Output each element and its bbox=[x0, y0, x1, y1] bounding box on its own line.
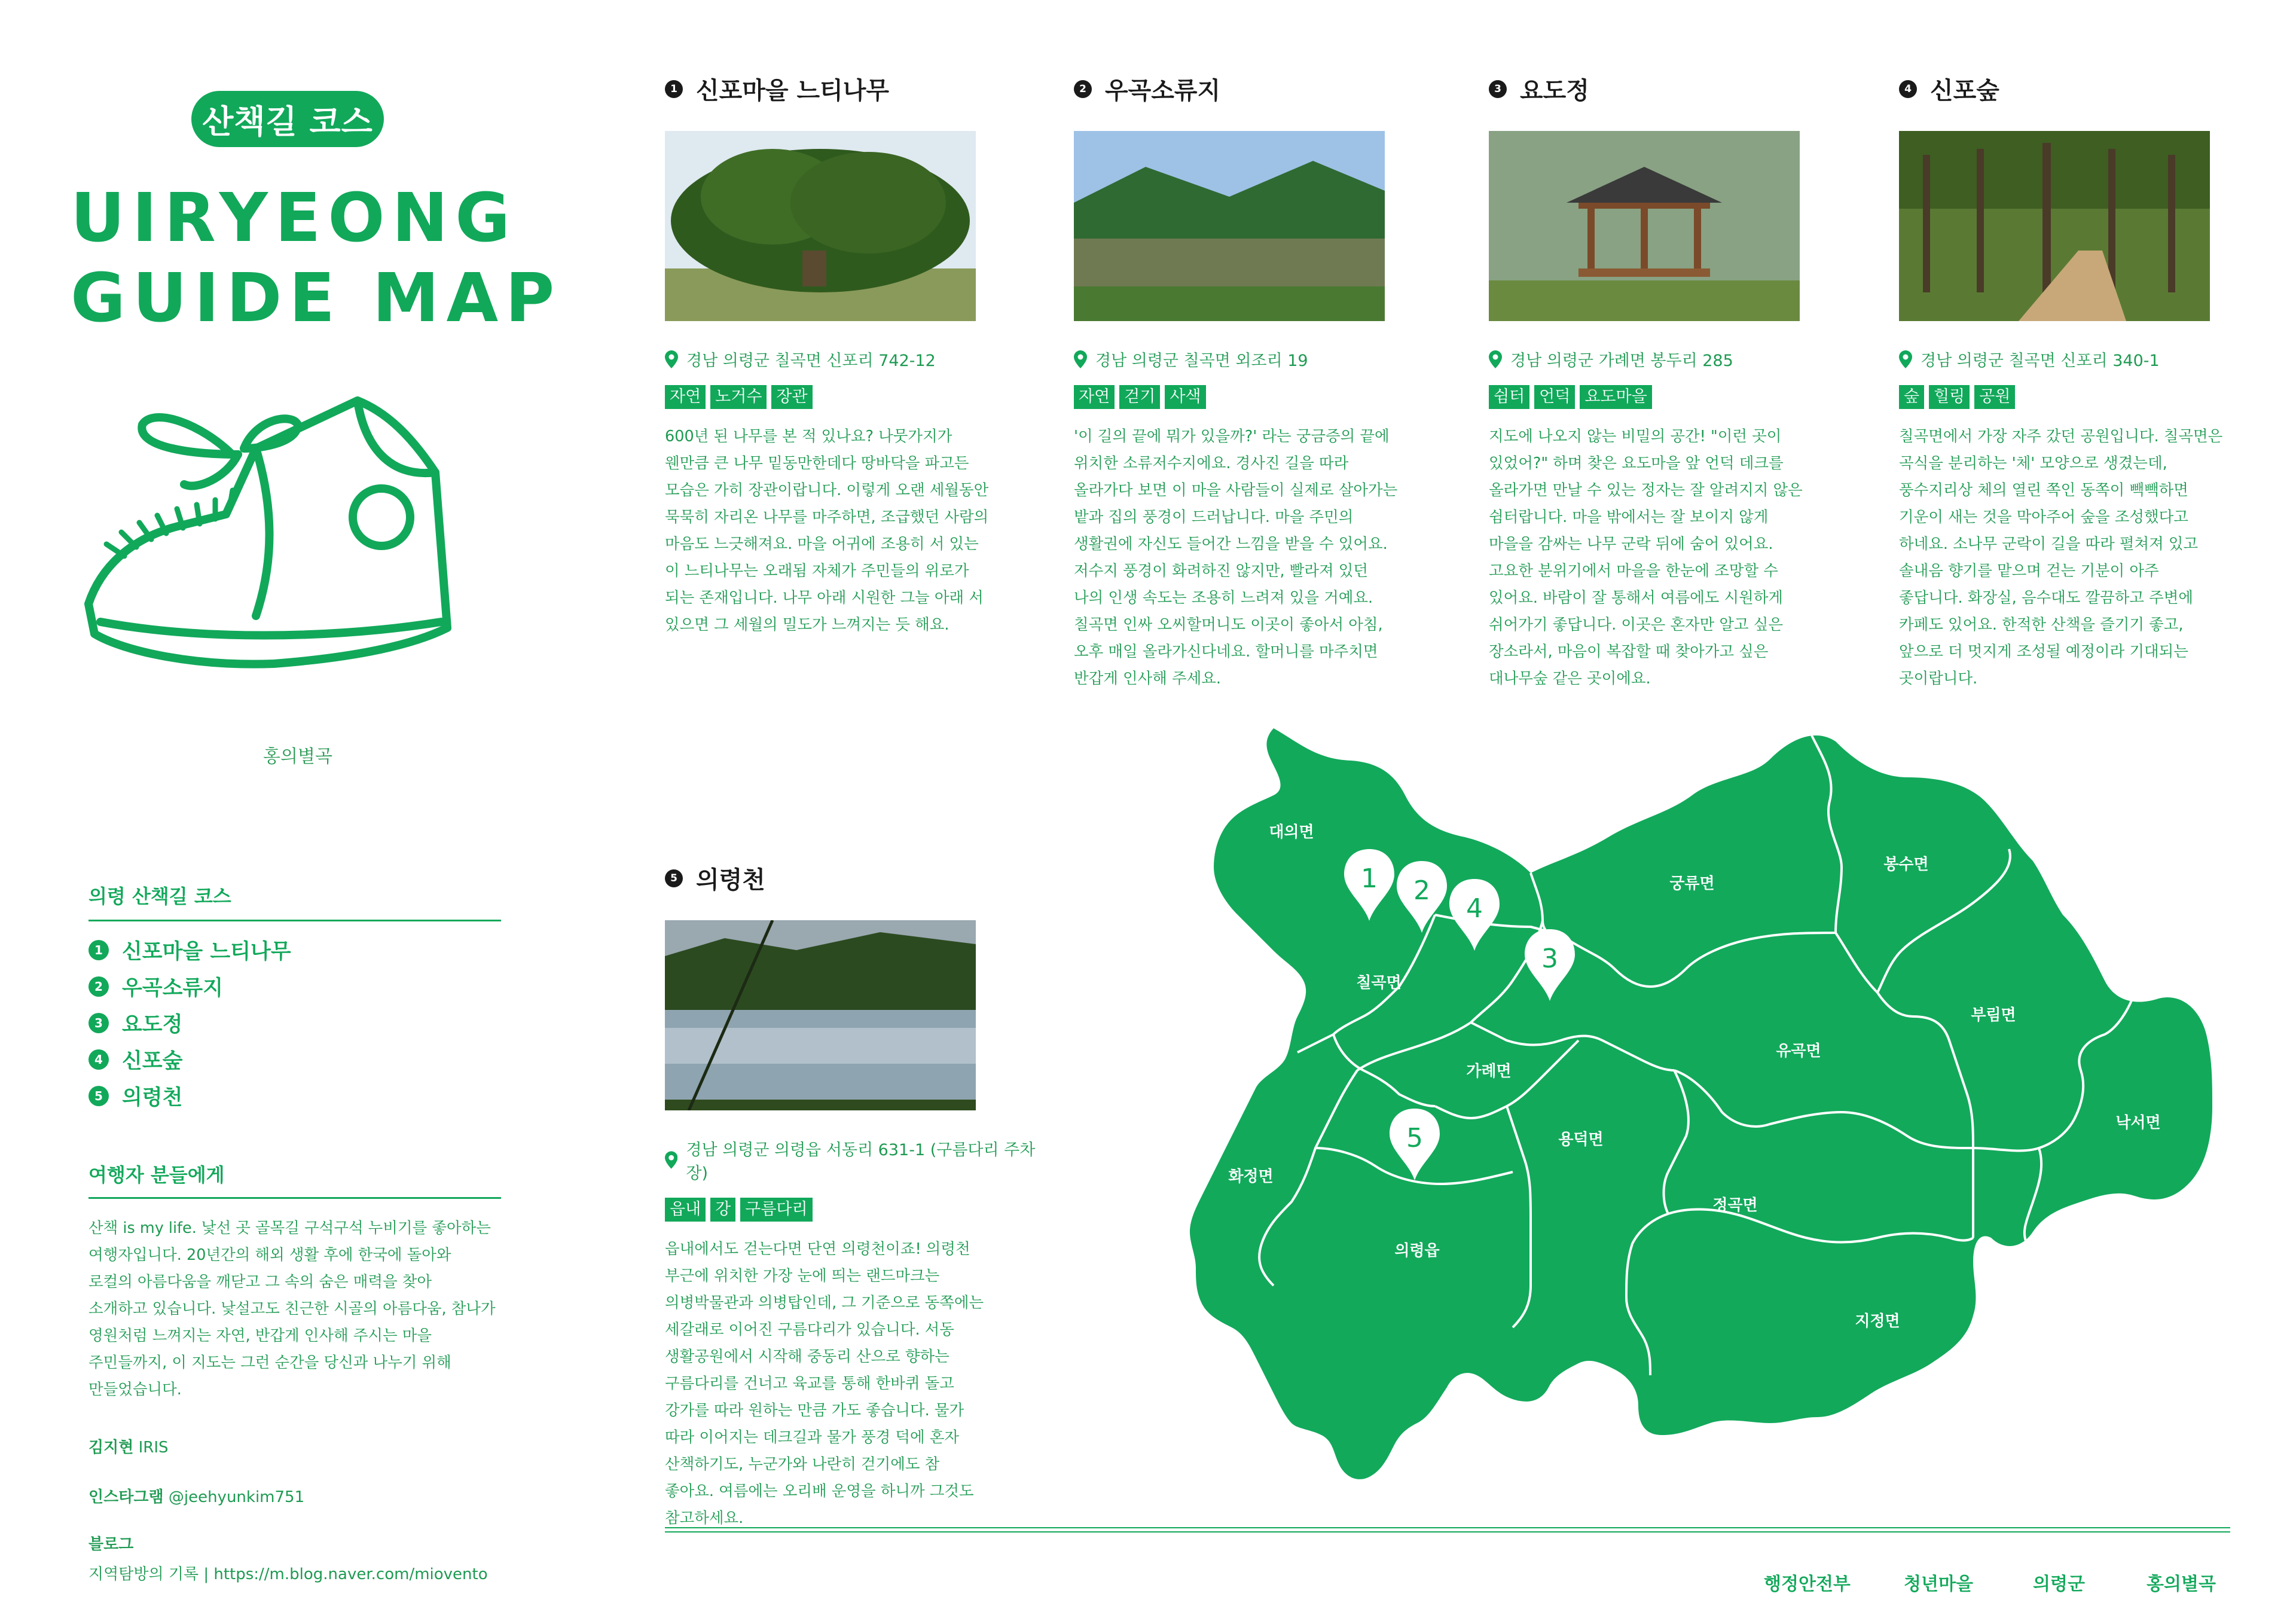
text-line: 있으면 그 세월의 밀도가 느껴지는 듯 해요. bbox=[665, 616, 949, 634]
text-line: 강가를 따라 원하는 만큼 가도 좋습니다. 물가 bbox=[665, 1402, 964, 1420]
spot-photo-forest bbox=[1899, 131, 2210, 321]
number-badge: 5 bbox=[88, 1086, 109, 1106]
region-map bbox=[1124, 712, 2236, 1513]
number-badge: 3 bbox=[88, 1013, 109, 1033]
text-line: 좋아요. 여름에는 오리배 운영을 하니까 그것도 bbox=[665, 1482, 974, 1500]
text-line: 대나무숲 같은 곳이에요. bbox=[1489, 670, 1651, 688]
text-line: 기운이 새는 것을 막아주어 숲을 조성했다고 bbox=[1899, 508, 2188, 526]
spot-card-1 bbox=[665, 72, 1000, 639]
text-line: 영원처럼 느껴지는 자연, 반갑게 인사해 주시는 마을 bbox=[88, 1327, 432, 1345]
text-line: 하네요. 소나무 군락이 길을 따라 펼쳐져 있고 bbox=[1899, 535, 2199, 553]
spot-title bbox=[665, 72, 1000, 106]
number-badge: 1 bbox=[665, 80, 683, 98]
address-text: 경남 의령군 칠곡면 신포리 340-1 bbox=[1921, 352, 2160, 370]
text-line: 묵묵히 자리온 나무를 마주하면, 조급했던 사람의 bbox=[665, 508, 989, 526]
region-label: 봉수면 bbox=[1883, 856, 1929, 874]
text-line: 솔내음 향기를 맡으며 걷는 기분이 아주 bbox=[1899, 562, 2159, 580]
text-line: 위치한 소류저수지에요. 경사진 길을 따라 bbox=[1074, 454, 1349, 472]
traveler-intro bbox=[88, 1215, 519, 1403]
number-badge: 2 bbox=[88, 976, 109, 997]
text-line: 저수지 풍경이 화려하진 않지만, 빨라져 있던 bbox=[1074, 562, 1369, 580]
region-label: 가례면 bbox=[1466, 1063, 1512, 1080]
text-line: 카페도 있어요. 한적한 산책을 즐기기 좋고, bbox=[1899, 616, 2184, 634]
list-item[interactable] bbox=[88, 1077, 291, 1114]
spot-address bbox=[1489, 347, 1848, 371]
instagram-handle[interactable]: @jeehyunkim751 bbox=[168, 1488, 305, 1506]
sponsor-youth-village: 청년마을 bbox=[1904, 1574, 1973, 1595]
marker-number: 1 bbox=[1361, 863, 1378, 894]
spot-card-3 bbox=[1489, 72, 1848, 692]
region-label: 정곡면 bbox=[1712, 1196, 1758, 1214]
text-line: 좋답니다. 화장실, 음수대도 깔끔하고 주변에 bbox=[1899, 589, 2194, 607]
text-line: 밭과 집의 풍경이 드러납니다. 마을 주민의 bbox=[1074, 508, 1354, 526]
course-item-label: 요도정 bbox=[122, 1012, 183, 1037]
text-line: 반갑게 인사해 주세요. bbox=[1074, 670, 1222, 688]
spot-card-2 bbox=[1074, 72, 1433, 692]
text-line: 세갈래로 이어진 구름다리가 있습니다. 서동 bbox=[665, 1321, 954, 1339]
tag: 읍내 bbox=[665, 1198, 706, 1222]
text-line: 구름다리를 건너고 육교를 통해 한바퀴 돌고 bbox=[665, 1375, 954, 1393]
list-item[interactable] bbox=[88, 1041, 291, 1077]
text-line: 오후 매일 올라가신다네요. 할머니를 마주치면 bbox=[1074, 643, 1378, 661]
author-name: 김지현 bbox=[88, 1439, 134, 1457]
text-line: 이 느티나무는 오래됨 자체가 주민들의 위로가 bbox=[665, 562, 969, 580]
tag: 노거수 bbox=[710, 385, 767, 409]
marker-number: 5 bbox=[1406, 1123, 1423, 1153]
author-line bbox=[88, 1435, 169, 1457]
text-line: 지도에 나오지 않는 비밀의 공간! "이런 곳이 bbox=[1489, 428, 1782, 445]
spot-tags bbox=[665, 1198, 1048, 1222]
text-line: 칠곡면에서 가장 자주 갔던 공원입니다. 칠곡면은 bbox=[1899, 428, 2223, 445]
instagram-label: 인스타그램 bbox=[88, 1488, 164, 1506]
text-line: 로컬의 아름다움을 깨닫고 그 속의 숨은 매력을 찾아 bbox=[88, 1273, 432, 1291]
region-label: 화정면 bbox=[1228, 1168, 1274, 1186]
text-line: 여행자입니다. 20년간의 해외 생활 후에 한국에 돌아와 bbox=[88, 1246, 451, 1264]
text-line: '이 길의 끝에 뭐가 있을까?' 라는 궁금증의 끝에 bbox=[1074, 428, 1390, 445]
address-text: 경남 의령군 칠곡면 신포리 742-12 bbox=[686, 352, 936, 370]
map-pin-icon bbox=[1899, 350, 1912, 368]
spot-card-5 bbox=[665, 861, 1048, 1532]
tag: 사색 bbox=[1165, 385, 1205, 409]
text-line: 있어요. 바람이 잘 통해서 여름에도 시원하게 bbox=[1489, 589, 1784, 607]
instagram-line bbox=[88, 1485, 304, 1507]
map-pin-icon bbox=[665, 350, 678, 368]
text-line: 곳이랍니다. bbox=[1899, 670, 1978, 688]
tag: 강 bbox=[710, 1198, 735, 1222]
title-line-1: UIRYEONG bbox=[71, 179, 518, 257]
list-item[interactable] bbox=[88, 968, 291, 1005]
spot-photo-stream bbox=[665, 920, 976, 1110]
title-line-2: GUIDE MAP bbox=[71, 260, 562, 337]
text-line: 칠곡면 인싸 오씨할머니도 이곳이 좋아서 아침, bbox=[1074, 616, 1383, 634]
tag: 언덕 bbox=[1534, 385, 1575, 409]
text-line: 마을을 감싸는 나무 군락 뒤에 숨어 있어요. bbox=[1489, 535, 1773, 553]
marker-number: 3 bbox=[1541, 944, 1558, 974]
spot-tags bbox=[1489, 385, 1848, 409]
spot-tags bbox=[665, 385, 1000, 409]
spot-title bbox=[1489, 72, 1848, 106]
course-pill: 산책길 코스 bbox=[191, 91, 384, 147]
spot-address bbox=[665, 1137, 1048, 1183]
spot-photo-tree bbox=[665, 131, 976, 321]
number-badge: 4 bbox=[1899, 80, 1917, 98]
text-line: 있었어?" 하며 찾은 요도마을 앞 언덕 데크를 bbox=[1489, 454, 1784, 472]
page-title bbox=[71, 178, 561, 338]
text-line: 마음도 느긋해져요. 마을 어귀에 조용히 서 있는 bbox=[665, 535, 979, 553]
region-label: 의령읍 bbox=[1394, 1242, 1440, 1260]
text-line: 나의 인생 속도는 조용히 느려져 있을 거예요. bbox=[1074, 589, 1373, 607]
text-line: 풍수지리상 체의 열린 쪽인 동쪽이 빽빽하면 bbox=[1899, 481, 2188, 499]
text-line: 장소라서, 마음이 복잡할 때 찾아가고 싶은 bbox=[1489, 643, 1769, 661]
map-pin-icon bbox=[665, 1151, 677, 1169]
address-text: 경남 의령군 의령읍 서동리 631-1 (구름다리 주차장) bbox=[686, 1141, 1036, 1183]
spot-address bbox=[1899, 347, 2270, 371]
region-label: 부림면 bbox=[1971, 1006, 2016, 1024]
footer-divider bbox=[665, 1527, 2230, 1533]
spot-title bbox=[1899, 72, 2270, 106]
tag: 요도마을 bbox=[1580, 385, 1651, 409]
tag: 공원 bbox=[1974, 385, 2015, 409]
region-label: 지정면 bbox=[1855, 1312, 1900, 1330]
text-line: 의병박물관과 의병탑인데, 그 기준으로 동쪽에는 bbox=[665, 1294, 984, 1312]
spot-description bbox=[665, 423, 1000, 639]
course-section-heading: 의령 산책길 코스 bbox=[88, 885, 231, 908]
region-label: 낙서면 bbox=[2115, 1114, 2161, 1132]
sponsor-hongui: 홍의별곡 bbox=[2147, 1574, 2216, 1595]
text-line: 주민들까지, 이 지도는 그런 순간을 당신과 나누기 위해 bbox=[88, 1354, 451, 1372]
spot-title bbox=[1074, 72, 1433, 106]
text-line: 산책하기도, 누군가와 나란히 걷기에도 참 bbox=[665, 1455, 940, 1473]
text-line: 생활권에 자신도 들어간 느낌을 받을 수 있어요. bbox=[1074, 535, 1388, 553]
map-pin-icon bbox=[1489, 350, 1502, 368]
tag: 구름다리 bbox=[740, 1198, 812, 1222]
text-line: 모습은 가히 장관이랍니다. 이렇게 오랜 세월동안 bbox=[665, 481, 989, 499]
traveler-section-divider bbox=[88, 1197, 501, 1199]
spot-description bbox=[1489, 423, 1848, 692]
course-item-label: 의령천 bbox=[122, 1085, 183, 1110]
blog-link[interactable]: 지역탐방의 기록 | https://m.blog.naver.com/miovento bbox=[88, 1565, 488, 1583]
spot-tags bbox=[1074, 385, 1433, 409]
author-alias: IRIS bbox=[138, 1439, 169, 1457]
traveler-section-heading: 여행자 분들에게 bbox=[88, 1164, 225, 1186]
course-list bbox=[88, 932, 291, 1114]
text-line: 곡식을 분리하는 '체' 모양으로 생겼는데, bbox=[1899, 454, 2167, 472]
course-item-label: 신포마을 느티나무 bbox=[122, 939, 291, 964]
number-badge: 3 bbox=[1489, 80, 1507, 98]
number-badge: 5 bbox=[665, 869, 683, 887]
marker-number: 4 bbox=[1466, 893, 1483, 924]
text-line: 참고하세요. bbox=[665, 1509, 744, 1527]
text-line: 만들었습니다. bbox=[88, 1381, 182, 1399]
text-line: 부근에 위치한 가장 눈에 띄는 랜드마크는 bbox=[665, 1267, 940, 1285]
tag: 자연 bbox=[665, 385, 706, 409]
text-line: 따라 이어지는 데크길과 물가 풍경 덕에 혼자 bbox=[665, 1428, 960, 1446]
text-line: 쉼터랍니다. 마을 밖에서는 잘 보이지 않게 bbox=[1489, 508, 1769, 526]
spot-description bbox=[665, 1236, 1048, 1532]
spot-photo-reservoir bbox=[1074, 131, 1385, 321]
spot-card-4 bbox=[1899, 72, 2270, 692]
text-line: 쉬어가기 좋답니다. 이곳은 혼자만 알고 싶은 bbox=[1489, 616, 1784, 634]
spot-title bbox=[665, 861, 1048, 895]
spot-description bbox=[1899, 423, 2270, 692]
course-item-label: 신포숲 bbox=[122, 1049, 183, 1073]
spot-title-text: 신포마을 느티나무 bbox=[696, 77, 890, 105]
text-line: 되는 존재입니다. 나무 아래 시원한 그늘 아래 서 bbox=[665, 589, 984, 607]
text-line: 600년 된 나무를 본 적 있나요? 나뭇가지가 bbox=[665, 428, 952, 445]
tag: 장관 bbox=[771, 385, 812, 409]
list-item[interactable] bbox=[88, 932, 291, 968]
number-badge: 2 bbox=[1074, 80, 1092, 98]
text-line: 올라가면 만날 수 있는 정자는 잘 알려지지 않은 bbox=[1489, 481, 1803, 499]
spot-address bbox=[1074, 347, 1433, 371]
number-badge: 4 bbox=[88, 1049, 109, 1070]
spot-photo-pavilion bbox=[1489, 131, 1800, 321]
text-line: 고요한 분위기에서 마을을 한눈에 조망할 수 bbox=[1489, 562, 1778, 580]
tag: 힐링 bbox=[1929, 385, 1970, 409]
text-line: 앞으로 더 멋지게 조성될 예정이라 기대되는 bbox=[1899, 643, 2188, 661]
text-line: 산책 is my life. 낯선 곳 골목길 구석구석 누비기를 좋아하는 bbox=[88, 1219, 491, 1237]
map-pin-icon bbox=[1074, 350, 1087, 368]
spot-title-text: 신포숲 bbox=[1930, 77, 1999, 105]
sponsor-mois: 행정안전부 bbox=[1764, 1574, 1851, 1595]
text-line: 올라가다 보면 이 마을 사람들이 실제로 살아가는 bbox=[1074, 481, 1398, 499]
text-line: 읍내에서도 걷는다면 단연 의령천이죠! 의령천 bbox=[665, 1240, 970, 1258]
region-label: 궁류면 bbox=[1669, 875, 1715, 893]
spot-description bbox=[1074, 423, 1433, 692]
credit-text: 홍의별곡 bbox=[263, 746, 332, 767]
region-label: 대의면 bbox=[1269, 823, 1314, 841]
spot-tags bbox=[1899, 385, 2270, 409]
text-line: 생활공원에서 시작해 중동리 산으로 향하는 bbox=[665, 1348, 949, 1366]
region-label: 유곡면 bbox=[1776, 1042, 1821, 1060]
course-item-label: 우곡소류지 bbox=[122, 976, 224, 1000]
county-outline bbox=[1190, 728, 2212, 1479]
spot-title-text: 요도정 bbox=[1520, 77, 1589, 105]
number-badge: 1 bbox=[88, 940, 109, 960]
tag: 쉼터 bbox=[1489, 385, 1529, 409]
spot-title-text: 우곡소류지 bbox=[1105, 77, 1221, 105]
sneaker-illustration bbox=[77, 389, 459, 688]
course-section-divider bbox=[88, 920, 501, 921]
marker-number: 2 bbox=[1413, 875, 1430, 906]
tag: 숲 bbox=[1899, 385, 1924, 409]
blog-label: 블로그 bbox=[88, 1536, 134, 1553]
list-item[interactable] bbox=[88, 1005, 291, 1041]
spot-title-text: 의령천 bbox=[696, 866, 765, 894]
spot-address bbox=[665, 347, 1000, 371]
address-text: 경남 의령군 가례면 봉두리 285 bbox=[1510, 352, 1733, 370]
region-label: 칠곡면 bbox=[1356, 974, 1402, 992]
tag: 걷기 bbox=[1119, 385, 1160, 409]
text-line: 소개하고 있습니다. 낯설고도 친근한 시골의 아름다움, 참나가 bbox=[88, 1300, 496, 1318]
region-label: 용덕면 bbox=[1558, 1131, 1604, 1149]
text-line: 웬만큼 큰 나무 밑동만한데다 땅바닥을 파고든 bbox=[665, 454, 969, 472]
address-text: 경남 의령군 칠곡면 외조리 19 bbox=[1095, 352, 1308, 370]
sponsor-uiryeong: 의령군 bbox=[2033, 1574, 2085, 1595]
tag: 자연 bbox=[1074, 385, 1115, 409]
